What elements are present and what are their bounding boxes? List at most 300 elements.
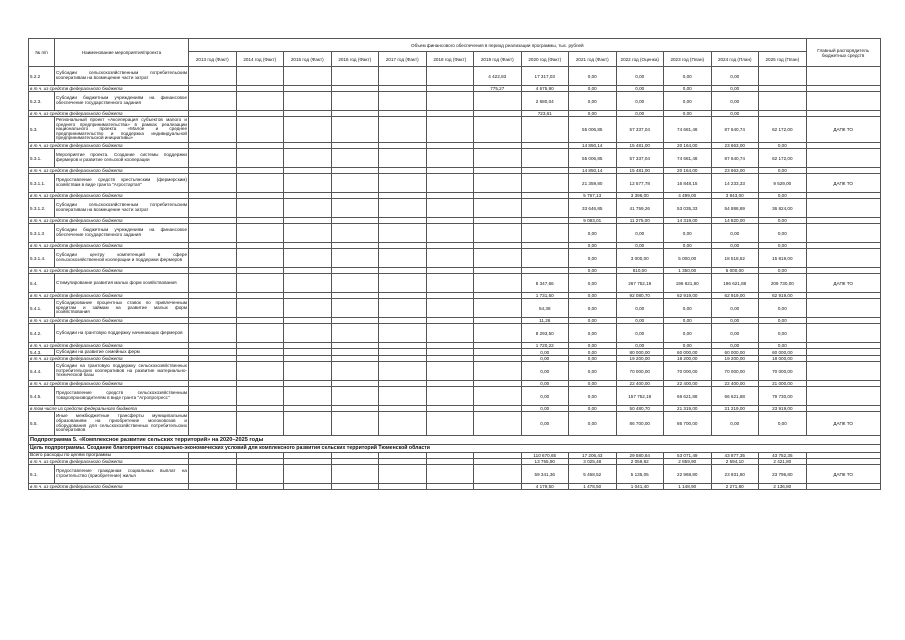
value-cell: 0,00: [521, 406, 569, 412]
value-cell: 22 400,00: [664, 381, 712, 387]
value-cell: [379, 224, 427, 243]
value-cell: 20 164,00: [664, 143, 712, 149]
value-cell: 54,38: [521, 299, 569, 318]
value-cell: [189, 299, 237, 318]
value-cell: 110 670,65: [521, 453, 569, 459]
value-cell: 0,00: [569, 92, 617, 111]
value-cell: 0,00: [711, 224, 759, 243]
value-cell: 0,00: [521, 387, 569, 406]
value-cell: [284, 484, 332, 490]
federal-share-label: в т.ч. из средств федерального бюджета: [29, 343, 189, 349]
value-cell: 0,00: [711, 111, 759, 117]
value-cell: 4 499,00: [664, 193, 712, 199]
value-cell: 36 824,00: [759, 199, 807, 218]
value-cell: 9 083,01: [569, 218, 617, 224]
value-cell: 0,00: [759, 412, 807, 436]
value-cell: [474, 362, 522, 381]
federal-share-label: в т.ч. из средств федерального бюджета: [29, 111, 189, 117]
responsible-cell: [806, 349, 880, 356]
value-cell: 11 275,00: [616, 218, 664, 224]
value-cell: 0,00: [569, 343, 617, 349]
value-cell: [331, 299, 379, 318]
value-cell: 60 000,00: [664, 349, 712, 356]
value-cell: 0,00: [616, 343, 664, 349]
value-cell: [521, 149, 569, 168]
responsible-cell: [806, 149, 880, 168]
value-cell: 0,00: [711, 343, 759, 349]
item-code: 5.3.1.4.: [29, 249, 55, 268]
value-cell: 16 848,15: [664, 174, 712, 193]
value-cell: 0,00: [711, 412, 759, 436]
table-row: [29, 117, 881, 143]
value-cell: 8 347,66: [521, 274, 569, 293]
table-row: [29, 465, 881, 484]
value-cell: 80 000,00: [616, 349, 664, 356]
item-code: 6.1.: [29, 465, 55, 484]
item-code: 5.3.1.1.: [29, 174, 55, 193]
item-name: Субсидирование процентных ставок по привлеченным кредитам и займам на развитие малых форм хозяйствования: [55, 299, 189, 318]
federal-share-label: в т.ч. из средств федерального бюджета: [29, 268, 189, 274]
table-row: [29, 324, 881, 343]
value-cell: 14 820,00: [711, 218, 759, 224]
table-row: [29, 224, 881, 243]
value-cell: 0,00: [569, 243, 617, 249]
value-cell: 0,00: [759, 218, 807, 224]
value-cell: 0,00: [759, 268, 807, 274]
item-code: 5.4.: [29, 274, 55, 293]
federal-share-label: в т.ч. из средств федерального бюджета: [29, 356, 189, 362]
value-cell: [474, 387, 522, 406]
value-cell: 1 041,40: [616, 484, 664, 490]
item-name: Предоставление средств сельскохозяйственным товаропроизводителям в виде гранта "Агропрогресс": [55, 387, 189, 406]
value-cell: 1 478,50: [569, 484, 617, 490]
value-cell: [426, 299, 474, 318]
value-cell: [474, 117, 522, 143]
value-cell: 0,00: [759, 224, 807, 243]
value-cell: 0,00: [569, 293, 617, 299]
value-cell: [284, 324, 332, 343]
year-header: 2020 год (Факт): [521, 52, 569, 67]
value-cell: [236, 362, 284, 381]
value-cell: 50 480,70: [616, 406, 664, 412]
value-cell: 209 730,00: [759, 274, 807, 293]
value-cell: 0,00: [616, 111, 664, 117]
value-cell: 5 000,00: [664, 249, 712, 268]
value-cell: 18 000,00: [759, 356, 807, 362]
value-cell: [284, 465, 332, 484]
value-cell: [331, 349, 379, 356]
responsible-cell: [806, 92, 880, 111]
value-cell: 55 006,85: [569, 149, 617, 168]
year-header: 2024 год (План): [711, 52, 759, 67]
value-cell: 21 319,00: [664, 406, 712, 412]
value-cell: [284, 67, 332, 86]
responsible-cell: [806, 199, 880, 218]
value-cell: [284, 199, 332, 218]
value-cell: 74 681,48: [664, 149, 712, 168]
item-name: Региональный проект «Акселерация субъектов малого и среднего предпринимательства» в рамках реализации национального проекта «Малое и среднее предпринимательство и поддержка индивидуальной предпринимательской инициативы»: [55, 117, 189, 143]
value-cell: 0,00: [759, 318, 807, 324]
value-cell: 0,00: [711, 324, 759, 343]
item-code: 5.3.: [29, 117, 55, 143]
subprogram-title: Подпрограмма 5. «Комплексное развитие сельских территорий» на 2020–2025 годы: [29, 436, 881, 445]
value-cell: [426, 387, 474, 406]
value-cell: 0,00: [664, 343, 712, 349]
value-cell: [474, 349, 522, 356]
value-cell: 2 421,80: [759, 459, 807, 465]
value-cell: 66 621,88: [664, 387, 712, 406]
value-cell: 0,00: [759, 193, 807, 199]
value-cell: 22 400,00: [616, 381, 664, 387]
value-cell: 0,00: [664, 324, 712, 343]
value-cell: 0,00: [569, 249, 617, 268]
value-cell: [284, 349, 332, 356]
value-cell: [189, 465, 237, 484]
item-name: Иные межбюджетные трансферты муниципальным образованиям на приобретение молоковозов и оборудования для сельскохозяйственных потребительских кооперативов: [55, 412, 189, 436]
value-cell: [236, 412, 284, 436]
value-cell: 0,00: [569, 86, 617, 92]
value-cell: 0,00: [569, 67, 617, 86]
col-name-header: Наименование мероприятия/проекта: [55, 39, 189, 67]
value-cell: 23 919,00: [759, 406, 807, 412]
value-cell: [236, 174, 284, 193]
item-code: 5.4.1.: [29, 299, 55, 318]
value-cell: 0,00: [569, 356, 617, 362]
value-cell: [474, 92, 522, 111]
value-cell: 775,27: [474, 86, 522, 92]
value-cell: [379, 484, 427, 490]
value-cell: [379, 324, 427, 343]
value-cell: [331, 92, 379, 111]
value-cell: 87 640,74: [711, 149, 759, 168]
value-cell: 62 172,00: [759, 149, 807, 168]
value-cell: 0,00: [664, 92, 712, 111]
item-name: Субсидии сельскохозяйственным потребительским кооперативам на возмещение части затрат: [55, 199, 189, 218]
year-header: 2013 год (Факт): [189, 52, 237, 67]
value-cell: 0,00: [664, 243, 712, 249]
value-cell: [426, 199, 474, 218]
value-cell: [474, 465, 522, 484]
item-name: Субсидии бюджетным учреждениям на финансовое обеспечение государственного задания: [55, 224, 189, 243]
item-name: Субсидии сельскохозяйственным потребительским кооперативам на возмещение части затрат: [55, 67, 189, 86]
responsible-cell: [806, 224, 880, 243]
total-label: Всего расходы по целям программы: [29, 453, 189, 459]
value-cell: [189, 117, 237, 143]
value-cell: 0,00: [521, 349, 569, 356]
value-cell: [236, 299, 284, 318]
value-cell: [284, 299, 332, 318]
table-row: [29, 412, 881, 436]
value-cell: 267 752,19: [616, 274, 664, 293]
value-cell: 70 000,00: [759, 362, 807, 381]
section-row: [29, 436, 881, 445]
value-cell: [426, 324, 474, 343]
value-cell: 4 675,90: [521, 86, 569, 92]
value-cell: 0,00: [569, 381, 617, 387]
table-row: [29, 349, 881, 356]
value-cell: [426, 362, 474, 381]
value-cell: 70 000,00: [711, 362, 759, 381]
value-cell: 14 319,00: [664, 218, 712, 224]
value-cell: [426, 149, 474, 168]
value-cell: [284, 274, 332, 293]
value-cell: 0,00: [521, 381, 569, 387]
value-cell: 0,00: [616, 324, 664, 343]
value-cell: [284, 117, 332, 143]
value-cell: [189, 249, 237, 268]
value-cell: [379, 92, 427, 111]
item-name: Стимулирование развития малых форм хозяйствования: [55, 274, 189, 293]
table-row: [29, 174, 881, 193]
value-cell: [521, 224, 569, 243]
value-cell: 5 767,13: [569, 193, 617, 199]
value-cell: 0,00: [664, 67, 712, 86]
value-cell: [379, 349, 427, 356]
year-header: 2019 год (Факт): [474, 52, 522, 67]
table-row: [29, 199, 881, 218]
value-cell: 0,00: [569, 324, 617, 343]
value-cell: [284, 224, 332, 243]
value-cell: 60 000,00: [759, 349, 807, 356]
value-cell: [331, 465, 379, 484]
value-cell: [284, 362, 332, 381]
value-cell: 0,00: [711, 86, 759, 92]
value-cell: [189, 92, 237, 111]
federal-subrow: [29, 484, 881, 490]
value-cell: 0,00: [759, 343, 807, 349]
value-cell: [331, 174, 379, 193]
responsible-cell: [806, 67, 880, 86]
value-cell: 3 025,48: [569, 459, 617, 465]
value-cell: 21 000,00: [759, 381, 807, 387]
value-cell: [379, 387, 427, 406]
value-cell: 0,00: [616, 92, 664, 111]
value-cell: [331, 324, 379, 343]
item-name: Субсидии на грантовую поддержку начинающих фермеров: [55, 324, 189, 343]
value-cell: [521, 174, 569, 193]
value-cell: 4 179,50: [521, 484, 569, 490]
value-cell: [426, 349, 474, 356]
value-cell: [379, 174, 427, 193]
value-cell: [379, 117, 427, 143]
federal-share-label: в т.ч. из средств федерального бюджета: [29, 484, 189, 490]
value-cell: [189, 412, 237, 436]
value-cell: 3 000,00: [616, 249, 664, 268]
value-cell: 15 481,00: [616, 143, 664, 149]
value-cell: 66 621,88: [711, 387, 759, 406]
value-cell: 0,00: [711, 92, 759, 111]
value-cell: 43 877,35: [711, 453, 759, 459]
value-cell: [379, 465, 427, 484]
document-page: [28, 38, 880, 490]
value-cell: 53 071,49: [664, 453, 712, 459]
item-code: 5.4.4.: [29, 362, 55, 381]
value-cell: [474, 249, 522, 268]
value-cell: 0,00: [616, 224, 664, 243]
value-cell: [426, 412, 474, 436]
item-code: 5.2.3.: [29, 92, 55, 111]
value-cell: [379, 412, 427, 436]
value-cell: [331, 412, 379, 436]
value-cell: 11,26: [521, 318, 569, 324]
value-cell: [474, 412, 522, 436]
value-cell: [284, 92, 332, 111]
value-cell: 86 700,00: [664, 412, 712, 436]
value-cell: 14 850,14: [569, 143, 617, 149]
value-cell: 62 919,00: [711, 293, 759, 299]
value-cell: 23 931,80: [711, 465, 759, 484]
value-cell: [189, 67, 237, 86]
col-num-header: № п/п: [29, 39, 55, 67]
value-cell: 5 468,52: [569, 465, 617, 484]
value-cell: [426, 274, 474, 293]
funding-table: [28, 38, 881, 490]
value-cell: 0,00: [569, 299, 617, 318]
value-cell: [236, 274, 284, 293]
value-cell: 0,00: [664, 224, 712, 243]
value-cell: [474, 299, 522, 318]
value-cell: 55 006,85: [569, 117, 617, 143]
federal-share-label: в том числе из средств федерального бюджета: [29, 406, 189, 412]
value-cell: 19 200,00: [711, 356, 759, 362]
item-name: Мероприятие проекта. Создание системы поддержки фермеров и развитие сельской кооперации: [55, 149, 189, 168]
value-cell: [189, 484, 237, 490]
value-cell: [236, 324, 284, 343]
federal-share-label: в т.ч. из средств федерального бюджета: [29, 143, 189, 149]
responsible-cell: [806, 362, 880, 381]
federal-share-label: в т.ч. из средств федерального бюджета: [29, 168, 189, 174]
value-cell: [236, 117, 284, 143]
value-cell: [426, 117, 474, 143]
item-code: 5.4.5.: [29, 387, 55, 406]
value-cell: [474, 199, 522, 218]
value-cell: 14 233,33: [711, 174, 759, 193]
value-cell: 43 752,35: [759, 453, 807, 459]
value-cell: 1 148,90: [664, 484, 712, 490]
item-code: 5.4.3.: [29, 349, 55, 356]
federal-share-label: в т.ч. из средств федерального бюджета: [29, 459, 189, 465]
goal-row: [29, 445, 881, 453]
value-cell: 86 700,00: [616, 412, 664, 436]
value-cell: [521, 117, 569, 143]
responsible-cell: [806, 387, 880, 406]
value-cell: 23 663,00: [711, 168, 759, 174]
value-cell: 0,00: [711, 67, 759, 86]
item-code: 5.3.1.3: [29, 224, 55, 243]
value-cell: [284, 249, 332, 268]
value-cell: [236, 484, 284, 490]
value-cell: 87 640,74: [711, 117, 759, 143]
value-cell: [189, 387, 237, 406]
value-cell: [379, 362, 427, 381]
year-header: 2025 год (План): [759, 52, 807, 67]
value-cell: 18 518,52: [711, 249, 759, 268]
value-cell: 9 529,00: [759, 174, 807, 193]
year-header: 2015 год (Факт): [284, 52, 332, 67]
responsible-cell: ДАПК ТО: [806, 174, 880, 193]
value-cell: [426, 465, 474, 484]
table-row: [29, 387, 881, 406]
value-cell: 0,00: [569, 111, 617, 117]
value-cell: 21 319,00: [711, 406, 759, 412]
value-cell: 18 200,00: [664, 356, 712, 362]
year-header: 2017 год (Факт): [379, 52, 427, 67]
value-cell: 19 200,00: [616, 356, 664, 362]
value-cell: 2 859,90: [664, 459, 712, 465]
value-cell: 54 888,89: [711, 199, 759, 218]
value-cell: 0,00: [616, 67, 664, 86]
value-cell: 0,00: [521, 362, 569, 381]
year-header: 2023 год (План): [664, 52, 712, 67]
value-cell: [474, 274, 522, 293]
value-cell: 14 850,14: [569, 168, 617, 174]
responsible-cell: [806, 299, 880, 318]
table-row: [29, 149, 881, 168]
responsible-cell: ДАПК ТО: [806, 465, 880, 484]
value-cell: [331, 149, 379, 168]
value-cell: [426, 67, 474, 86]
value-cell: [759, 92, 807, 111]
value-cell: [236, 249, 284, 268]
value-cell: 0,00: [569, 406, 617, 412]
value-cell: 3 396,00: [616, 193, 664, 199]
value-cell: 1 350,00: [664, 268, 712, 274]
value-cell: 21 359,80: [569, 174, 617, 193]
value-cell: [379, 149, 427, 168]
value-cell: 13 755,90: [521, 459, 569, 465]
responsible-cell: [806, 484, 880, 490]
value-cell: 62 919,00: [759, 293, 807, 299]
responsible-cell: ДАПК ТО: [806, 117, 880, 143]
value-cell: 5 000,00: [711, 268, 759, 274]
value-cell: 22 400,00: [711, 381, 759, 387]
federal-share-label: в т.ч. из средств федерального бюджета: [29, 193, 189, 199]
value-cell: 62 172,00: [759, 117, 807, 143]
value-cell: [236, 67, 284, 86]
value-cell: [189, 199, 237, 218]
value-cell: 62 919,00: [664, 293, 712, 299]
item-name: Субсидии бюджетным учреждениям на финансовое обеспечение государственного задания: [55, 92, 189, 111]
value-cell: 57 337,04: [616, 117, 664, 143]
value-cell: [379, 299, 427, 318]
value-cell: [331, 199, 379, 218]
value-cell: 2 594,10: [711, 459, 759, 465]
value-cell: [474, 224, 522, 243]
value-cell: [189, 224, 237, 243]
value-cell: 0,00: [664, 86, 712, 92]
value-cell: 0,00: [521, 356, 569, 362]
value-cell: 0,00: [711, 243, 759, 249]
value-cell: 70 000,00: [616, 362, 664, 381]
value-cell: 0,00: [664, 299, 712, 318]
value-cell: 53 035,33: [664, 199, 712, 218]
value-cell: [379, 67, 427, 86]
item-name: Субсидии на развитие семейных ферм: [55, 349, 189, 356]
value-cell: 0,00: [759, 324, 807, 343]
value-cell: 0,00: [569, 362, 617, 381]
value-cell: [331, 224, 379, 243]
value-cell: [236, 349, 284, 356]
federal-share-label: в т.ч. из средств федерального бюджета: [29, 293, 189, 299]
value-cell: 0,00: [664, 318, 712, 324]
value-cell: [284, 412, 332, 436]
value-cell: [331, 362, 379, 381]
value-cell: 0,00: [521, 412, 569, 436]
value-cell: [236, 387, 284, 406]
federal-share-label: в т.ч. из средств федерального бюджета: [29, 86, 189, 92]
year-header: 2014 год (Факт): [236, 52, 284, 67]
value-cell: 196 621,80: [664, 274, 712, 293]
